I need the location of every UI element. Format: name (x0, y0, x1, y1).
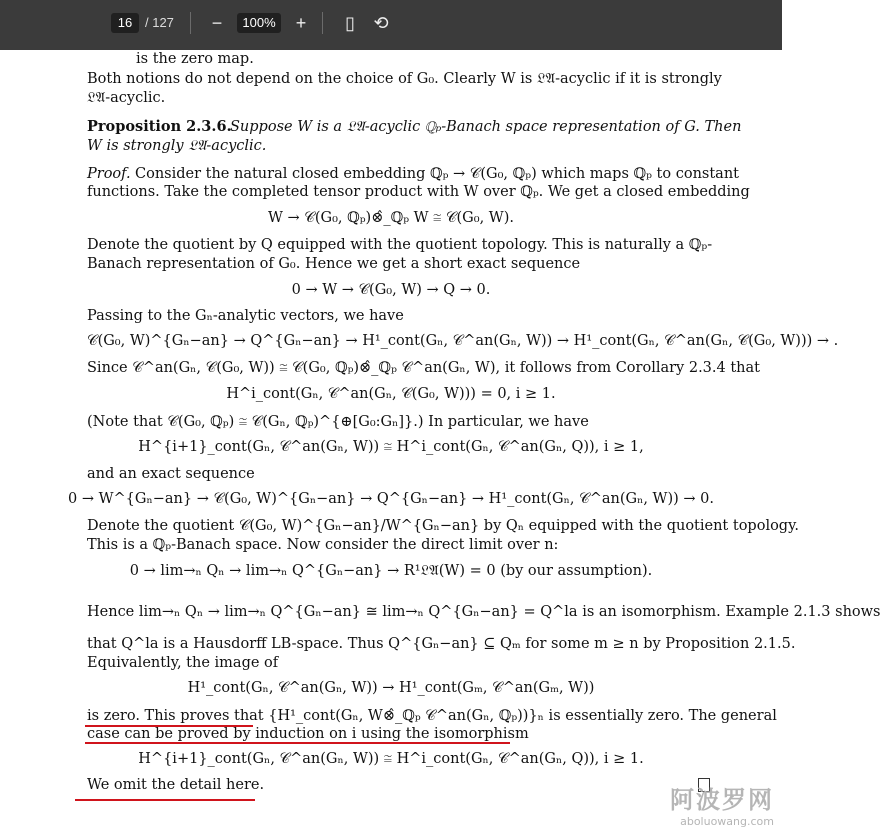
display-equation: 0 → W^{Gₙ−an} → 𝒞(G₀, W)^{Gₙ−an} → Q^{Gₙ−an} → H¹_cont(Gₙ, 𝒞^an(Gₙ, W)) → 0. (68, 491, 714, 507)
text-line: Consider the natural closed embedding ℚₚ → 𝒞(G₀, ℚₚ) which maps ℚₚ to constant (135, 166, 739, 182)
pdf-toolbar (0, 0, 782, 50)
text-line: 𝔏𝔄-acyclic. (87, 90, 166, 106)
text-line: Banach representation of G₀. Hence we get a short exact sequence (87, 256, 581, 272)
zoom-out-icon[interactable]: − (211, 13, 223, 33)
zoom-level-input[interactable]: 100% (237, 13, 281, 33)
text-line: Both notions do not depend on the choice of G₀. Clearly W is 𝔏𝔄-acyclic if it is strongly (87, 71, 722, 87)
watermark (670, 780, 774, 828)
text-line: and an exact sequence (87, 466, 255, 482)
toolbar-divider (322, 12, 323, 34)
display-equation: H^i_cont(Gₙ, 𝒞^an(Gₙ, 𝒞(G₀, W))) = 0, i ≥ 1. (226, 386, 556, 402)
text-line: that Q^la is a Hausdorff LB-space. Thus Q^{Gₙ−an} ⊆ Qₘ for some m ≥ n by Proposition 2.1.5. (87, 636, 796, 652)
text-line: is the zero map. (136, 51, 254, 67)
toolbar-divider (190, 12, 191, 34)
display-equation: 𝒞(G₀, W)^{Gₙ−an} → Q^{Gₙ−an} → H¹_cont(Gₙ, 𝒞^an(Gₙ, W)) → H¹_cont(Gₙ, 𝒞^an(Gₙ, 𝒞(G₀, W))) → . (87, 333, 839, 349)
proposition-text: Suppose W is a 𝔏𝔄-acyclic ℚₚ-Banach space representation of G. Then (230, 119, 742, 135)
display-equation: H^{i+1}_cont(Gₙ, 𝒞^an(Gₙ, W)) ≅ H^i_cont(Gₙ, 𝒞^an(Gₙ, Q)), i ≥ 1. (138, 751, 644, 767)
rotate-icon[interactable]: ⟲ (373, 13, 389, 33)
proposition-text: W is strongly 𝔏𝔄-acyclic. (87, 138, 267, 154)
display-equation: 0 → lim→ₙ Qₙ → lim→ₙ Q^{Gₙ−an} → R¹𝔏𝔄(W) = 0 (by our assumption). (129, 563, 653, 579)
text-line: Hence lim→ₙ Qₙ → lim→ₙ Q^{Gₙ−an} ≅ lim→ₙ Q^{Gₙ−an} = Q^la is an isomorphism. Example 2.1.3 shows (87, 604, 881, 620)
text-line: case can be proved by induction on i using the isomorphism (87, 726, 529, 742)
text-line: This is a ℚₚ-Banach space. Now consider the direct limit over n: (87, 537, 559, 553)
proof-label: Proof. (87, 166, 131, 182)
zoom-in-icon[interactable]: + (295, 13, 307, 33)
display-equation: H¹_cont(Gₙ, 𝒞^an(Gₙ, W)) → H¹_cont(Gₘ, 𝒞^an(Gₘ, W)) (187, 680, 595, 696)
pdf-page (0, 50, 881, 829)
display-equation: H^{i+1}_cont(Gₙ, 𝒞^an(Gₙ, W)) ≅ H^i_cont(Gₙ, 𝒞^an(Gₙ, Q)), i ≥ 1, (138, 439, 644, 455)
text-line: (Note that 𝒞(G₀, ℚₚ) ≅ 𝒞(Gₙ, ℚₚ)^{⊕[G₀:Gₙ]}.) In particular, we have (87, 414, 589, 430)
text-line: Passing to the Gₙ-analytic vectors, we have (87, 308, 404, 324)
watermark-url: aboluowang.com (680, 815, 774, 828)
display-equation: 0 → W → 𝒞(G₀, W) → Q → 0. (291, 282, 491, 298)
page-total-label: / 127 (145, 15, 174, 30)
fit-page-icon[interactable]: ▯ (345, 13, 355, 33)
text-line: is zero. This proves that {H¹_cont(Gₙ, W⊗̂_ℚₚ 𝒞^an(Gₙ, ℚₚ))}ₙ is essentially zero. The general (87, 708, 777, 724)
text-line: Since 𝒞^an(Gₙ, 𝒞(G₀, W)) ≅ 𝒞(G₀, ℚₚ)⊗̂_ℚₚ 𝒞^an(Gₙ, W), it follows from Corollary 2.3.4 that (87, 360, 760, 376)
watermark-title: 阿波罗网 (670, 786, 774, 814)
text-line: Denote the quotient by Q equipped with the quotient topology. This is naturally a ℚₚ- (87, 237, 713, 253)
annotation-underline (75, 799, 255, 801)
text-line: Denote the quotient 𝒞(G₀, W)^{Gₙ−an}/W^{Gₙ−an} by Qₙ equipped with the quotient topology. (87, 518, 799, 534)
annotation-underline (85, 742, 510, 744)
text-line: We omit the detail here. (87, 777, 265, 793)
text-line: Equivalently, the image of (87, 655, 279, 671)
proposition-heading: Proposition 2.3.6. (87, 118, 232, 135)
text-line: functions. Take the completed tensor product with W over ℚₚ. We get a closed embedding (87, 184, 750, 200)
page-number-input[interactable]: 16 (111, 13, 139, 33)
display-equation: W → 𝒞(G₀, ℚₚ)⊗̂_ℚₚ W ≅ 𝒞(G₀, W). (268, 210, 514, 226)
